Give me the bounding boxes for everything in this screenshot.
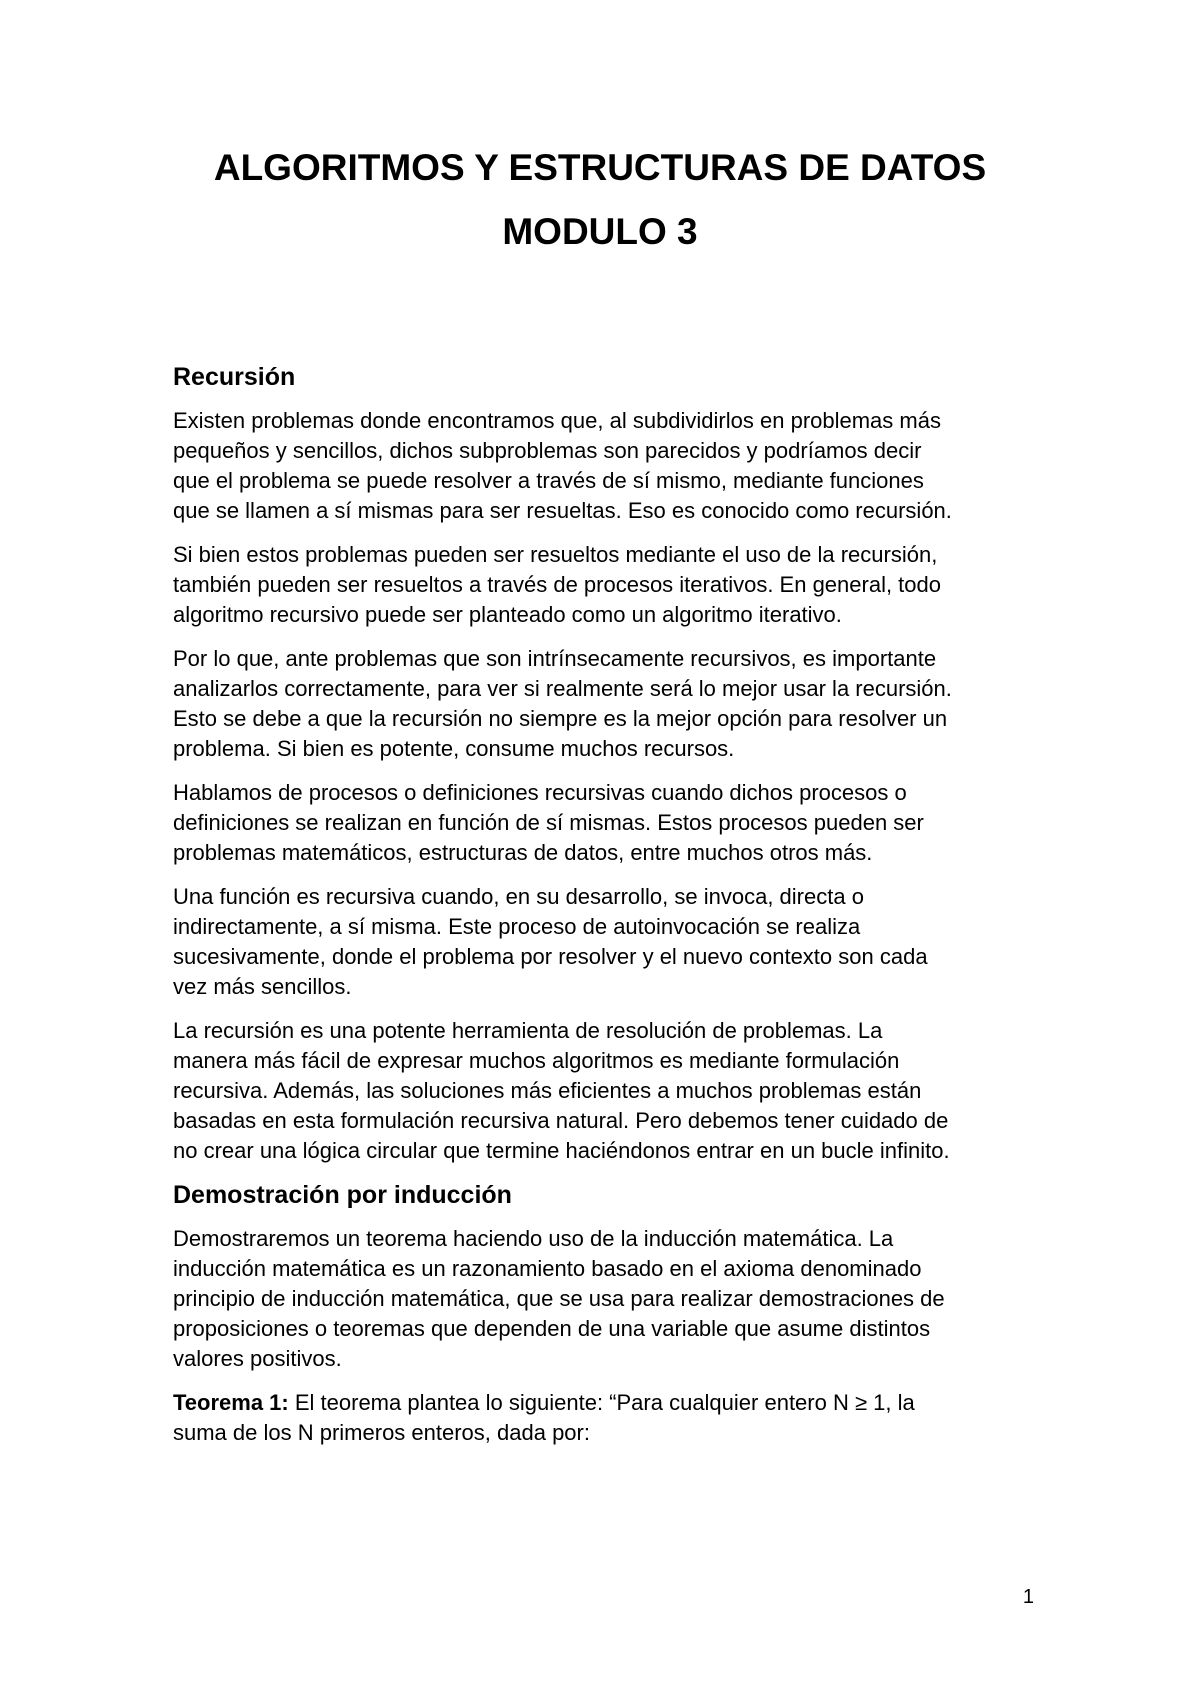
section-heading-induccion: Demostración por inducción [173,1181,512,1209]
theorem-label: Teorema 1: [173,1390,289,1415]
paragraph: Una función es recursiva cuando, en su desarrollo, se invoca, directa o indirectamente, a sí misma. Este proceso de autoinvocación se realiza sucesivamente, donde el problema por resolver y el nuevo contexto son cada vez más sencillos. [173,884,928,999]
paragraph: Por lo que, ante problemas que son intrínsecamente recursivos, es importante analizarlos correctamente, para ver si realmente será lo mejor usar la recursión. Esto se debe a que la recursión no siempre es la mejor opción para resolver un problema. Si bien es potente, consume muchos recursos. [173,646,952,761]
section-heading-recursion: Recursión [173,363,296,391]
theorem-text: El teorema plantea lo siguiente: “Para cualquier entero N ≥ 1, la suma de los N primeros enteros, dada por: [173,1390,915,1445]
document-title: ALGORITMOS Y ESTRUCTURAS DE DATOS [213,147,987,188]
paragraph: Si bien estos problemas pueden ser resueltos mediante el uso de la recursión, también pueden ser resueltos a través de procesos iterativos. En general, todo algoritmo recursivo puede ser planteado como un algoritmo iterativo. [173,542,942,627]
page-number: 1 [1022,1586,1034,1608]
paragraph: Demostraremos un teorema haciendo uso de la inducción matemática. La inducción matemática es un razonamiento basado en el axioma denominado principio de inducción matemática, que se usa para realizar demostraciones de proposiciones o teoremas que dependen de una variable que asume distintos valores positivos. [173,1226,945,1371]
paragraph: Existen problemas donde encontramos que, al subdividirlos en problemas más pequeños y sencillos, dichos subproblemas son parecidos y podríamos decir que el problema se puede resolver a través de sí mismo, mediante funciones que se llamen a sí mismas para ser resueltas. Eso es conocido como recursión. [173,408,952,523]
document-body [173,362,1053,1462]
document-subtitle: MODULO 3 [502,211,698,252]
paragraph: Hablamos de procesos o definiciones recursivas cuando dichos procesos o definiciones se realizan en función de sí mismas. Estos procesos pueden ser problemas matemáticos, estructuras de datos, entre muchos otros más. [173,780,924,865]
paragraph: La recursión es una potente herramienta de resolución de problemas. La manera más fácil de expresar muchos algoritmos es mediante formulación recursiva. Además, las soluciones más eficientes a muchos problemas están basadas en esta formulación recursiva natural. Pero debemos tener cuidado de no crear una lógica circular que termine haciéndonos entrar en un bucle infinito. [173,1018,950,1163]
theorem-paragraph [173,1388,1053,1448]
